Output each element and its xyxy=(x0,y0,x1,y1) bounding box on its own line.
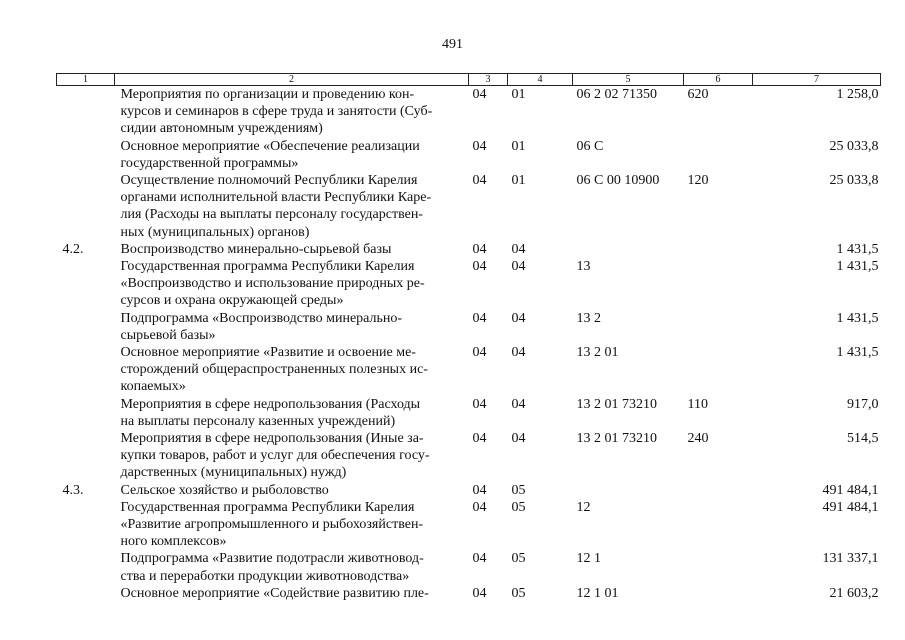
target-article-code xyxy=(573,241,684,258)
target-article-code: 13 xyxy=(576,259,591,275)
amount: 491 484,1 xyxy=(822,482,879,498)
section-number xyxy=(57,585,115,602)
table-row xyxy=(57,499,881,551)
item-name: Мероприятия в сфере недропользования (Иные за- купки товаров, работ и услуг для обеспечения госу- дарственных (муниципальных) нужд) xyxy=(120,431,430,481)
item-name: Основное мероприятие «Развитие и освоение ме- сторождений общераспространенных полезных ис- копаемых» xyxy=(120,345,428,395)
column-header: 7 xyxy=(753,74,881,86)
budget-table xyxy=(56,73,881,602)
expense-type-code xyxy=(684,310,753,344)
expense-type-code xyxy=(684,344,753,396)
column-header: 4 xyxy=(508,74,573,86)
item-name: Подпрограмма «Развитие подотрасли животновод- ства и переработки продукции животноводства» xyxy=(120,551,424,584)
column-header: 3 xyxy=(469,74,508,86)
item-name: Воспроизводство минерально-сырьевой базы xyxy=(120,241,392,257)
section-number: 4.3. xyxy=(62,482,84,498)
expense-type-code xyxy=(684,138,753,172)
target-article-code: 06 2 02 71350 xyxy=(576,87,657,102)
section-number xyxy=(57,550,115,584)
subsection-code: 04 xyxy=(511,345,526,361)
column-header: 5 xyxy=(573,74,684,86)
amount: 131 337,1 xyxy=(822,551,879,567)
amount: 917,0 xyxy=(847,396,879,412)
item-name: Государственная программа Республики Карелия «Воспроизводство и использование природных ре- сурсов и охрана окружающей среды» xyxy=(120,259,425,309)
column-header: 2 xyxy=(115,74,469,86)
column-header: 1 xyxy=(57,74,115,86)
expense-type-code: 620 xyxy=(687,87,709,102)
section-code: 04 xyxy=(472,396,487,412)
amount: 1 431,5 xyxy=(836,345,879,361)
table-row xyxy=(57,138,881,172)
target-article-code: 12 xyxy=(576,499,591,515)
item-name: Сельское хозяйство и рыболовство xyxy=(120,482,329,498)
target-article-code: 06 С xyxy=(576,138,604,154)
expense-type-code xyxy=(684,499,753,551)
section-number xyxy=(57,396,115,430)
table-row xyxy=(57,482,881,499)
table-row xyxy=(57,550,881,584)
section-number xyxy=(57,258,115,310)
table-body xyxy=(57,86,881,603)
item-name: Основное мероприятие «Обеспечение реализации государственной программы» xyxy=(120,138,420,171)
expense-type-code: 120 xyxy=(687,173,709,189)
column-number-header xyxy=(57,74,881,86)
subsection-code: 05 xyxy=(511,482,526,498)
section-number xyxy=(57,138,115,172)
expense-type-code: 110 xyxy=(687,396,708,412)
section-number xyxy=(57,344,115,396)
section-code: 04 xyxy=(472,173,487,189)
subsection-code: 01 xyxy=(511,87,526,102)
subsection-code: 04 xyxy=(511,310,526,326)
item-name: Государственная программа Республики Карелия «Развитие агропромышленного и рыбохозяйствен- ного комплексов» xyxy=(120,499,424,550)
item-name: Мероприятия в сфере недропользования (Расходы на выплаты персоналу казенных учреждений) xyxy=(120,396,421,429)
amount: 514,5 xyxy=(847,431,879,447)
subsection-code: 04 xyxy=(511,431,526,447)
subsection-code: 05 xyxy=(511,499,526,515)
item-name: Основное мероприятие «Содействие развитию пле- xyxy=(120,585,429,601)
subsection-code: 01 xyxy=(511,173,526,189)
section-code: 04 xyxy=(472,310,487,326)
target-article-code: 13 2 xyxy=(576,310,601,326)
expense-type-code xyxy=(684,482,753,499)
section-code: 04 xyxy=(472,482,487,498)
table-row xyxy=(57,430,881,482)
page-number: 491 xyxy=(442,37,463,52)
expense-type-code: 240 xyxy=(687,431,709,447)
section-code: 04 xyxy=(472,345,487,361)
section-number: 4.2. xyxy=(62,241,84,257)
expense-type-code xyxy=(684,550,753,584)
subsection-code: 05 xyxy=(511,585,526,601)
subsection-code: 04 xyxy=(511,241,526,257)
target-article-code xyxy=(573,482,684,499)
target-article-code: 06 С 00 10900 xyxy=(576,173,660,189)
item-name: Осуществление полномочий Республики Карелия органами исполнительной власти Республики Каре- лия (Расходы на выплаты персоналу государствен- ных (муниципальных) органов) xyxy=(120,173,432,240)
expense-type-code xyxy=(684,585,753,602)
section-code: 04 xyxy=(472,87,487,102)
section-number xyxy=(57,430,115,482)
section-code: 04 xyxy=(472,241,487,257)
amount: 1 431,5 xyxy=(836,259,879,275)
table-row xyxy=(57,344,881,396)
table-row xyxy=(57,585,881,602)
amount: 25 033,8 xyxy=(829,138,879,154)
item-name: Мероприятия по организации и проведению кон- курсов и семинаров в сфере труда и занятости (Суб- сидии автономным учреждениям) xyxy=(120,87,433,137)
section-number xyxy=(57,172,115,241)
section-code: 04 xyxy=(472,138,487,154)
table-row xyxy=(57,258,881,310)
subsection-code: 04 xyxy=(511,396,526,412)
target-article-code: 13 2 01 xyxy=(576,345,619,361)
amount: 25 033,8 xyxy=(829,173,879,189)
amount: 1 431,5 xyxy=(836,310,879,326)
expense-type-code xyxy=(684,258,753,310)
expense-type-code xyxy=(684,241,753,258)
subsection-code: 01 xyxy=(511,138,526,154)
section-number xyxy=(57,499,115,551)
item-name: Подпрограмма «Воспроизводство минерально- сырьевой базы» xyxy=(120,310,403,343)
section-number xyxy=(57,86,115,138)
table-row xyxy=(57,241,881,258)
target-article-code: 13 2 01 73210 xyxy=(576,396,657,412)
table-row xyxy=(57,172,881,241)
table-row xyxy=(57,86,881,138)
section-code: 04 xyxy=(472,431,487,447)
subsection-code: 04 xyxy=(511,259,526,275)
amount: 491 484,1 xyxy=(822,499,879,515)
section-code: 04 xyxy=(472,585,487,601)
target-article-code: 12 1 xyxy=(576,551,601,567)
table-row xyxy=(57,310,881,344)
amount: 21 603,2 xyxy=(829,585,879,601)
section-code: 04 xyxy=(472,259,487,275)
section-number xyxy=(57,310,115,344)
subsection-code: 05 xyxy=(511,551,526,567)
amount: 1 431,5 xyxy=(836,241,879,257)
table-row xyxy=(57,396,881,430)
target-article-code: 12 1 01 xyxy=(576,585,619,601)
section-code: 04 xyxy=(472,551,487,567)
target-article-code: 13 2 01 73210 xyxy=(576,431,657,447)
section-code: 04 xyxy=(472,499,487,515)
column-header: 6 xyxy=(684,74,753,86)
amount: 1 258,0 xyxy=(836,87,879,102)
